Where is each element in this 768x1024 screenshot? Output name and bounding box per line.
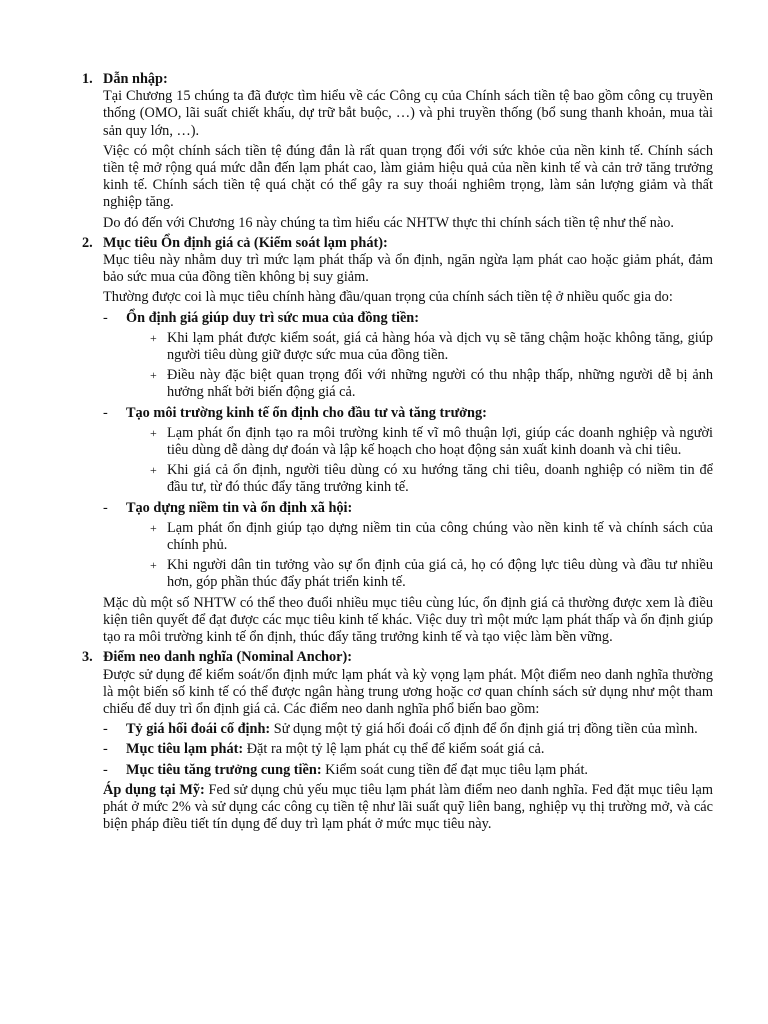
section-nominal-anchor	[82, 649, 713, 833]
dash-item-title: Tạo môi trường kinh tế ổn định cho đầu tư và tăng trưởng:	[126, 404, 487, 421]
plus-marker: +	[150, 463, 157, 478]
dash-item	[103, 762, 713, 779]
section-heading: Dẫn nhập:	[103, 71, 168, 87]
bullet-term: Mục tiêu tăng trưởng cung tiền:	[126, 761, 322, 778]
plus-item	[103, 425, 713, 459]
dash-item	[103, 500, 713, 517]
paragraph: Việc có một chính sách tiền tệ đúng đắn là rất quan trọng đối với sức khỏe của nền kinh tế. Chính sách tiền tệ mở rộng quá mức dẫn đến lạm phát cao, làm giảm hiệu quả của nền kinh tế và cản trở tăng trưởng kinh tế. Chính sách tiền tệ quá chặt có thể gây ra suy thoái nghiêm trọng, làm sản lượng giảm và thất nghiệp tăng.	[103, 142, 713, 211]
plus-item-text: Lạm phát ổn định tạo ra môi trường kinh tế vĩ mô thuận lợi, giúp các doanh nghiệp và người tiêu dùng dễ dàng dự đoán và lập kế hoạch cho hoạt động sản xuất kinh doanh và chi tiêu.	[167, 424, 713, 459]
dash-marker: -	[103, 721, 108, 738]
dash-marker: -	[103, 499, 108, 516]
dash-marker: -	[103, 309, 108, 326]
us-text: Fed sử dụng chủ yếu mục tiêu lạm phát làm điểm neo danh nghĩa. Fed đặt mục tiêu lạm phát ở mức 2% và sử dụng các công cụ tiền tệ như lãi suất quỹ liên bang, nghiệp vụ thị trường mở, và các biện pháp điều tiết tín dụng để duy trì lạm phát ở mức mục tiêu này.	[103, 781, 713, 833]
plus-item-text: Khi giá cả ổn định, người tiêu dùng có xu hướng tăng chi tiêu, doanh nghiệp có niềm tin để đầu tư, từ đó thúc đẩy tăng trưởng kinh tế.	[167, 462, 713, 496]
dash-marker: -	[103, 761, 108, 778]
bullet-text: Kiểm soát cung tiền để đạt mục tiêu lạm phát.	[321, 761, 588, 778]
paragraph: Được sử dụng để kiểm soát/ổn định mức lạm phát và kỳ vọng lạm phát. Một điểm neo danh nghĩa thường là một biến số kinh tế có thể được ngân hàng trung ương hoặc cơ quan chính sách sử dụng như một tham chiếu để duy trì ổn định giá cả. Các điểm neo danh nghĩa phổ biến bao gồm:	[103, 666, 713, 717]
plus-item-text: Lạm phát ổn định giúp tạo dựng niềm tin của công chúng vào nền kinh tế và chính sách của chính phủ.	[167, 519, 713, 554]
plus-item-text: Khi người dân tin tưởng vào sự ổn định của giá cả, họ có động lực tiêu dùng và đầu tư nhiều hơn, góp phần thúc đẩy phát triển kinh tế.	[167, 557, 713, 591]
bullet-text: Đặt ra một tỷ lệ lạm phát cụ thể để kiểm soát giá cả.	[243, 741, 545, 758]
dash-item-title: Tạo dựng niềm tin và ổn định xã hội:	[126, 499, 353, 516]
plus-item	[103, 462, 713, 496]
plus-item	[103, 367, 713, 401]
section-number: 1.	[82, 71, 93, 87]
dash-item	[103, 310, 713, 327]
dash-marker: -	[103, 404, 108, 421]
plus-item-text: Khi lạm phát được kiểm soát, giá cả hàng hóa và dịch vụ sẽ tăng chậm hoặc không tăng, giúp người tiêu dùng giữ được sức mua của đồng tiền.	[167, 329, 713, 364]
section-number: 2.	[82, 234, 93, 251]
us-term: Áp dụng tại Mỹ:	[103, 781, 205, 798]
section-number: 3.	[82, 649, 93, 666]
bullet-text: Sử dụng một tỷ giá hối đoái cố định để ổn định giá trị đồng tiền của mình.	[270, 721, 698, 738]
bullet-term: Mục tiêu lạm phát:	[126, 741, 244, 758]
section-introduction	[82, 71, 713, 232]
plus-marker: +	[150, 330, 157, 345]
plus-marker: +	[150, 368, 157, 383]
section-heading: Điểm neo danh nghĩa (Nominal Anchor):	[103, 649, 353, 666]
section-heading: Mục tiêu Ổn định giá cả (Kiểm soát lạm phát):	[103, 234, 388, 251]
paragraph: Thường được coi là mục tiêu chính hàng đầu/quan trọng của chính sách tiền tệ ở nhiều quốc gia do:	[103, 289, 673, 306]
plus-item	[103, 557, 713, 591]
dash-item-title: Ổn định giá giúp duy trì sức mua của đồng tiền:	[126, 309, 419, 326]
plus-marker: +	[150, 520, 157, 535]
plus-marker: +	[150, 558, 157, 573]
plus-item-text: Điều này đặc biệt quan trọng đối với những người có thu nhập thấp, những người dễ bị ảnh hưởng nhất bởi biến động giá cả.	[167, 367, 713, 401]
paragraph-us-application	[103, 782, 713, 834]
paragraph: Mục tiêu này nhằm duy trì mức lạm phát thấp và ổn định, ngăn ngừa lạm phát cao hoặc giảm phát, đảm bảo sức mua của đồng tiền không bị suy giảm.	[103, 252, 713, 286]
plus-marker: +	[150, 425, 157, 440]
paragraph: Tại Chương 15 chúng ta đã được tìm hiểu về các Công cụ của Chính sách tiền tệ bao gồm công cụ truyền thống (OMO, lãi suất chiết khấu, dự trữ bắt buộc, …) và phi truyền thống (bổ sung thanh khoản, mua tài sản quy lớn, …).	[103, 88, 713, 139]
bullet-term: Tỷ giá hối đoái cố định:	[126, 721, 271, 738]
dash-marker: -	[103, 741, 108, 758]
paragraph: Mặc dù một số NHTW có thể theo đuổi nhiều mục tiêu cùng lúc, ổn định giá cả thường được xem là điều kiện tiên quyết để đạt được các mục tiêu kinh tế khác. Việc duy trì một mức lạm phát thấp và ổn định giúp tạo ra môi trường kinh tế ổn định, thúc đẩy tăng trưởng kinh tế và tạo việc làm bền vững.	[103, 594, 713, 646]
dash-item	[103, 405, 713, 422]
dash-item	[103, 741, 713, 758]
section-price-stability	[82, 235, 713, 646]
plus-item	[103, 520, 713, 554]
plus-item	[103, 330, 713, 364]
dash-item	[103, 721, 713, 738]
paragraph: Do đó đến với Chương 16 này chúng ta tìm hiểu các NHTW thực thi chính sách tiền tệ như thế nào.	[103, 214, 674, 231]
